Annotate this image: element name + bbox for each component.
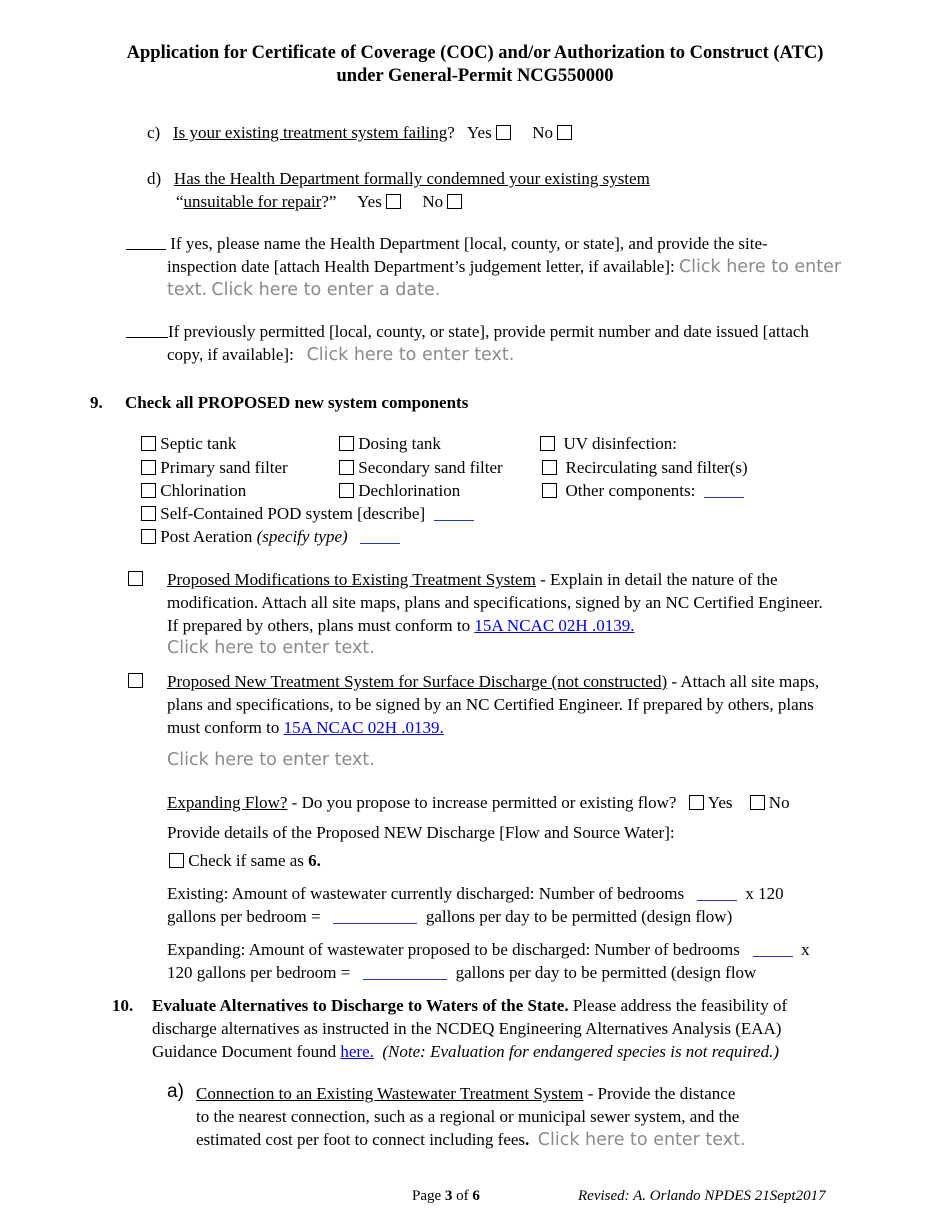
new-system-line1: Proposed New Treatment System for Surface Discharge (not constructed) - Attach all site maps, <box>167 672 820 691</box>
page-number: Page 3 of 6 <box>412 1188 480 1204</box>
new-system-input-row <box>167 748 375 772</box>
existing-line1: Existing: Amount of wastewater currently discharged: Number of bedrooms x 120 <box>167 884 784 903</box>
component-pod: Self-Contained POD system [describe] <box>141 502 474 525</box>
prev-permit-input[interactable]: Click here to enter text. <box>306 345 515 365</box>
check-same-as-6-checkbox[interactable] <box>169 853 184 868</box>
eaa-guidance-link[interactable]: here. <box>340 1042 374 1061</box>
modifications-checkbox[interactable] <box>128 571 143 586</box>
question-c-yes-checkbox[interactable] <box>496 125 511 140</box>
section-10-line3: Guidance Document found here. (Note: Evaluation for endangered species is not required.) <box>152 1042 779 1061</box>
question-c-text: Is your existing treatment system failing <box>172 123 448 142</box>
section-10-title: Evaluate Alternatives to Discharge to Waters of the State. <box>152 996 569 1015</box>
question-d-text: Has the Health Department formally condemned your existing system <box>173 169 650 188</box>
expanding-flow-question: - Do you propose to increase permitted or existing flow? <box>287 793 677 812</box>
question-d-line2: “unsuitable for repair?” Yes No <box>176 190 462 213</box>
other-components-checkbox[interactable] <box>542 483 557 498</box>
health-dept-line2: inspection date [attach Health Department’s judgement letter, if available]: Click here to enter <box>167 257 842 277</box>
chlorination-checkbox[interactable] <box>141 483 156 498</box>
question-c-no-checkbox[interactable] <box>557 125 572 140</box>
question-c-letter: c) <box>147 123 161 142</box>
header-title: Application for Certificate of Coverage (COC) and/or Authorization to Construct (ATC) <box>126 43 824 63</box>
prev-permit-line2: copy, if available]: Click here to enter text. <box>167 345 515 365</box>
pod-system-input[interactable] <box>434 506 474 521</box>
expanding-yes-checkbox[interactable] <box>689 795 704 810</box>
other-components-input[interactable] <box>704 483 744 498</box>
new-system-title: Proposed New Treatment System for Surface Discharge (not constructed) <box>167 672 668 691</box>
revision-note: Revised: A. Orlando NPDES 21Sept2017 <box>578 1188 826 1204</box>
component-dechlor: Dechlorination <box>339 479 460 502</box>
question-d-no-checkbox[interactable] <box>447 194 462 209</box>
yes-label: Yes <box>466 123 492 142</box>
no-label: No <box>532 123 553 142</box>
ncac-link-2[interactable]: 15A NCAC 02H .0139. <box>283 718 444 737</box>
header-subtitle: under General-Permit NCG550000 <box>336 66 614 86</box>
modifications-line1: Proposed Modifications to Existing Treatment System - Explain in detail the nature of the <box>167 570 778 589</box>
expanding-line2: 120 gallons per bedroom = gallons per day to be permitted (design flow <box>167 963 757 982</box>
modifications-line2: modification. Attach all site maps, plans and specifications, signed by an NC Certified Engineer. <box>167 593 823 612</box>
new-system-line3: must conform to 15A NCAC 02H .0139. <box>167 718 444 737</box>
modifications-input[interactable]: Click here to enter text. <box>167 638 375 658</box>
post-aeration-checkbox[interactable] <box>141 529 156 544</box>
health-dept-name-input[interactable]: Click here to enter <box>678 257 842 277</box>
section-10a-letter: a) <box>167 1081 184 1102</box>
secondary-sand-filter-checkbox[interactable] <box>339 460 354 475</box>
expanding-flow-title: Expanding Flow? <box>167 793 288 812</box>
question-d <box>147 167 650 190</box>
existing-line2: gallons per bedroom = gallons per day to be permitted (design flow) <box>167 907 733 926</box>
section-10a-line2: to the nearest connection, such as a regional or municipal sewer system, and the <box>196 1107 740 1126</box>
component-post-aeration: Post Aeration (specify type) <box>141 525 400 548</box>
question-d-phrase: unsuitable for repair <box>183 192 322 211</box>
ncac-link-1[interactable]: 15A NCAC 02H .0139. <box>474 616 635 635</box>
component-primary: Primary sand filter <box>141 456 288 479</box>
existing-bedrooms-input[interactable] <box>697 886 737 901</box>
component-other: Other components: <box>542 479 744 502</box>
section-9-number: 9. <box>90 393 103 412</box>
section-10a-input[interactable]: Click here to enter text. <box>537 1130 746 1150</box>
dechlorination-checkbox[interactable] <box>339 483 354 498</box>
section-10a-line1: Connection to an Existing Wastewater Treatment System - Provide the distance <box>196 1084 736 1103</box>
section-10-number: 10. <box>112 996 134 1015</box>
pod-system-checkbox[interactable] <box>141 506 156 521</box>
component-recirc: Recirculating sand filter(s) <box>542 456 748 479</box>
new-system-line2: plans and specifications, to be signed by an NC Certified Engineer. If prepared by others, plans <box>167 695 814 714</box>
component-dosing: Dosing tank <box>339 432 441 455</box>
primary-sand-filter-checkbox[interactable] <box>141 460 156 475</box>
expanding-flow-row: Expanding Flow? - Do you propose to increase permitted or existing flow? Yes No <box>167 793 790 812</box>
section-10-line2: discharge alternatives as instructed in the NCDEQ Engineering Alternatives Analysis (EAA) <box>152 1019 782 1038</box>
new-system-checkbox[interactable] <box>128 673 143 688</box>
modifications-line3: If prepared by others, plans must conform to 15A NCAC 02H .0139. <box>167 616 635 635</box>
section-10-line1: Evaluate Alternatives to Discharge to Waters of the State. Please address the feasibility of <box>152 996 788 1015</box>
prev-permit-line1: If previously permitted [local, county, or state], provide permit number and date issued [attach <box>126 320 809 343</box>
health-dept-line1: If yes, please name the Health Department [local, county, or state], and provide the site- <box>126 232 768 255</box>
section-10-note: (Note: Evaluation for endangered species is not required.) <box>382 1042 779 1061</box>
prev-permit-blank[interactable] <box>126 323 168 338</box>
expanding-details: Provide details of the Proposed NEW Discharge [Flow and Source Water]: <box>167 823 675 842</box>
health-dept-line3 <box>167 278 440 302</box>
post-aeration-input[interactable] <box>360 529 400 544</box>
component-chlor: Chlorination <box>141 479 246 502</box>
component-uv: UV disinfection: <box>540 432 677 455</box>
health-dept-blank[interactable] <box>126 235 166 250</box>
question-d-letter: d) <box>147 169 162 188</box>
expanding-no-checkbox[interactable] <box>750 795 765 810</box>
modifications-title: Proposed Modifications to Existing Treatment System <box>167 570 536 589</box>
dosing-tank-checkbox[interactable] <box>339 436 354 451</box>
health-dept-name-input-cont[interactable]: text. <box>167 280 208 300</box>
recirculating-sand-filter-checkbox[interactable] <box>542 460 557 475</box>
uv-disinfection-checkbox[interactable] <box>540 436 555 451</box>
expanding-bedrooms-input[interactable] <box>753 942 793 957</box>
check-same-row: Check if same as 6. <box>169 849 321 872</box>
septic-tank-checkbox[interactable] <box>141 436 156 451</box>
health-dept-date-input[interactable]: Click here to enter a date. <box>211 280 441 300</box>
new-system-input[interactable]: Click here to enter text. <box>167 750 375 770</box>
question-d-yes-checkbox[interactable] <box>386 194 401 209</box>
section-10a-title: Connection to an Existing Wastewater Treatment System <box>196 1084 584 1103</box>
existing-gallons-input[interactable] <box>333 909 417 924</box>
section-9-title: Check all PROPOSED new system components <box>125 393 469 412</box>
expanding-gallons-input[interactable] <box>363 965 447 980</box>
component-secondary: Secondary sand filter <box>339 456 503 479</box>
modifications-input-row <box>167 636 375 660</box>
component-septic: Septic tank <box>141 432 236 455</box>
section-10a-line3: estimated cost per foot to connect including fees. Click here to enter text. <box>196 1130 746 1150</box>
expanding-line1: Expanding: Amount of wastewater proposed to be discharged: Number of bedrooms x <box>167 940 810 959</box>
question-c: c) Is your existing treatment system failing? Yes No <box>147 121 572 144</box>
